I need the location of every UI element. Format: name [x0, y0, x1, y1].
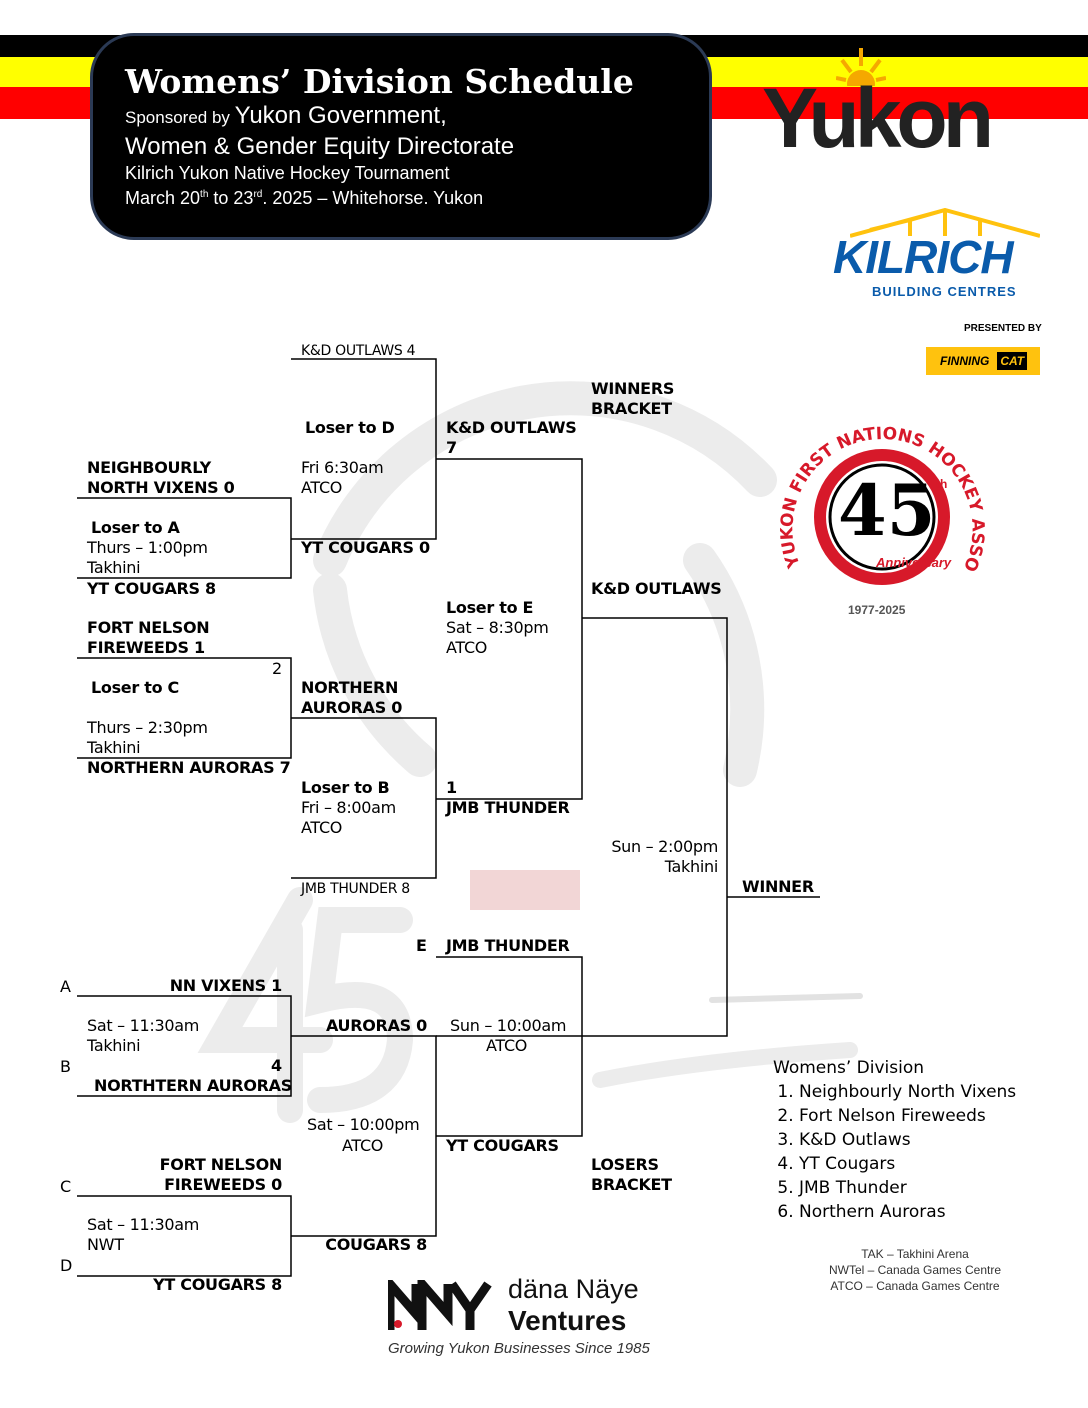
mark-a: A [60, 977, 71, 996]
winners-label-2: BRACKET [591, 399, 672, 418]
association-name: YU N FIRST NATIONS HOCKEY SO [780, 423, 985, 575]
legend-item: 3. K&D Outlaws [799, 1128, 1016, 1152]
g4-loser: Loser to B [301, 778, 390, 797]
legend-item: 1. Neighbourly North Vixens [799, 1080, 1016, 1104]
gA-team1: NN VIXENS 1 [169, 976, 282, 995]
gC-time: Sat – 11:30am [87, 1215, 200, 1234]
g4-venue: ATCO [301, 818, 343, 837]
legend-item: 6. Northern Auroras [799, 1200, 1016, 1224]
finning-text: FINNING [940, 354, 990, 368]
g4-team2: JMB THUNDER 8 [301, 881, 410, 897]
g2-team1b: FIREWEEDS 1 [87, 638, 205, 657]
dates-c: . 2025 – Whitehorse. Yukon [262, 188, 484, 208]
g2-time: Thurs – 2:30pm [87, 718, 208, 737]
g1-venue: Takhini [87, 558, 141, 577]
dana-naye-tagline: Growing Yukon Businesses Since 1985 [388, 1340, 650, 1357]
legend-item: 2. Fort Nelson Fireweeds [799, 1104, 1016, 1128]
gC-venue: NWT [87, 1235, 124, 1254]
final-venue: Takhini [664, 857, 718, 876]
gE-team2: YT COUGARS [446, 1136, 559, 1155]
dates-sup1: th [200, 189, 209, 200]
assoc-anniversary: Anniversary [876, 555, 952, 570]
winner-label: WINNER [742, 877, 814, 896]
yukon-logo: Yukon [762, 71, 990, 165]
team-legend [773, 1056, 1016, 1224]
gS-time: Sat – 10:00pm [307, 1115, 420, 1134]
g5-loser: Loser to E [446, 598, 534, 617]
sponsor-name: Yukon Government, [234, 102, 447, 129]
dates-a: March 20 [125, 188, 201, 208]
presented-by: PRESENTED BY [964, 323, 1042, 334]
legend-item: 5. JMB Thunder [799, 1176, 1016, 1200]
mark-e: E [416, 936, 427, 955]
g3-time: Fri 6:30am [301, 458, 384, 477]
assoc-th: th [936, 477, 948, 491]
losers-label-2: BRACKET [591, 1175, 672, 1194]
gA-time: Sat – 11:30am [87, 1016, 200, 1035]
g5-team2a: 1 [446, 778, 457, 797]
g1-time: Thurs – 1:00pm [87, 538, 208, 557]
gA-score: 4 [271, 1056, 282, 1075]
winners-label-1: WINNERS [591, 379, 675, 398]
g5-team1a: K&D OUTLAWS [446, 418, 577, 437]
losers-label-1: LOSERS [591, 1155, 659, 1174]
final-time: Sun – 2:00pm [611, 837, 718, 856]
directorate: Women & Gender Equity Directorate [125, 133, 515, 160]
gA-venue: Takhini [87, 1036, 141, 1055]
page-title: Womens’ Division Schedule [125, 62, 634, 101]
legend-item: 4. YT Cougars [799, 1152, 1016, 1176]
mark-c: C [60, 1177, 71, 1196]
g1-team2: YT COUGARS 8 [87, 579, 216, 598]
dates-sup2: rd [253, 189, 263, 200]
g5-venue: ATCO [446, 638, 488, 657]
mark-b: B [60, 1057, 71, 1076]
gS-venue: ATCO [342, 1136, 384, 1155]
gC-team1a: FORT NELSON [159, 1155, 282, 1174]
g1-team1a: NEIGHBOURLY [87, 458, 211, 477]
g3-venue: ATCO [301, 478, 343, 497]
cat-logo: CAT [997, 352, 1027, 370]
dana-naye-icon [388, 1280, 500, 1332]
kilrich-logo: KILRICH [833, 231, 1013, 283]
legend-title: Womens’ Division [773, 1058, 925, 1078]
g4-team1a: NORTHERN [301, 678, 399, 697]
venue-item: ATCO – Canada Games Centre [830, 1279, 1000, 1293]
assoc-45: 45 [838, 469, 936, 552]
g2-team1a: FORT NELSON [87, 618, 210, 637]
tournament-name: Kilrich Yukon Native Hockey Tournament [125, 163, 450, 183]
gS-team2: COUGARS 8 [325, 1235, 427, 1254]
gC-team2: YT COUGARS 8 [153, 1275, 282, 1294]
g1-team1b: NORTH VIXENS 0 [87, 478, 235, 497]
gE-time: Sun – 10:00am [450, 1016, 567, 1035]
dates-b: to 23 [208, 188, 254, 208]
gE-venue: ATCO [486, 1036, 528, 1055]
g3-team2: YT COUGARS 0 [301, 538, 430, 557]
sponsored-by: Sponsored by [125, 108, 230, 127]
g4-time: Fri – 8:00am [301, 798, 396, 817]
gC-team1b: FIREWEEDS 0 [164, 1175, 282, 1194]
dana-naye-name: däna Näye [508, 1274, 639, 1304]
kilrich-sub: BUILDING CENTRES [872, 284, 1017, 299]
venue-key [780, 1246, 1050, 1294]
g2-loser: Loser to C [91, 678, 179, 697]
g3-loser: Loser to D [305, 418, 395, 437]
gA-team2: NORTHTERN AURORAS [94, 1076, 292, 1095]
g5-team1b: 7 [446, 438, 457, 457]
g2-extra: 2 [272, 659, 282, 678]
gE-team1: JMB THUNDER [446, 936, 570, 955]
g5-team2b: JMB THUNDER [446, 798, 570, 817]
g2-venue: Takhini [87, 738, 141, 757]
assoc-years: 1977-2025 [848, 603, 906, 617]
gS-team1: AURORAS 0 [325, 1016, 427, 1035]
g1-loser: Loser to A [91, 518, 180, 537]
dana-naye-ventures: Ventures [508, 1305, 627, 1336]
venue-item: TAK – Takhini Arena [861, 1247, 969, 1261]
mark-d: D [60, 1256, 73, 1275]
final-team1: K&D OUTLAWS [591, 579, 722, 598]
g3-team1: K&D OUTLAWS 4 [301, 343, 416, 359]
g5-time: Sat – 8:30pm [446, 618, 549, 637]
g2-team2: NORTHERN AURORAS 7 [87, 758, 291, 777]
venue-item: NWTel – Canada Games Centre [828, 1263, 1002, 1277]
g4-team1b: AURORAS 0 [301, 698, 403, 717]
